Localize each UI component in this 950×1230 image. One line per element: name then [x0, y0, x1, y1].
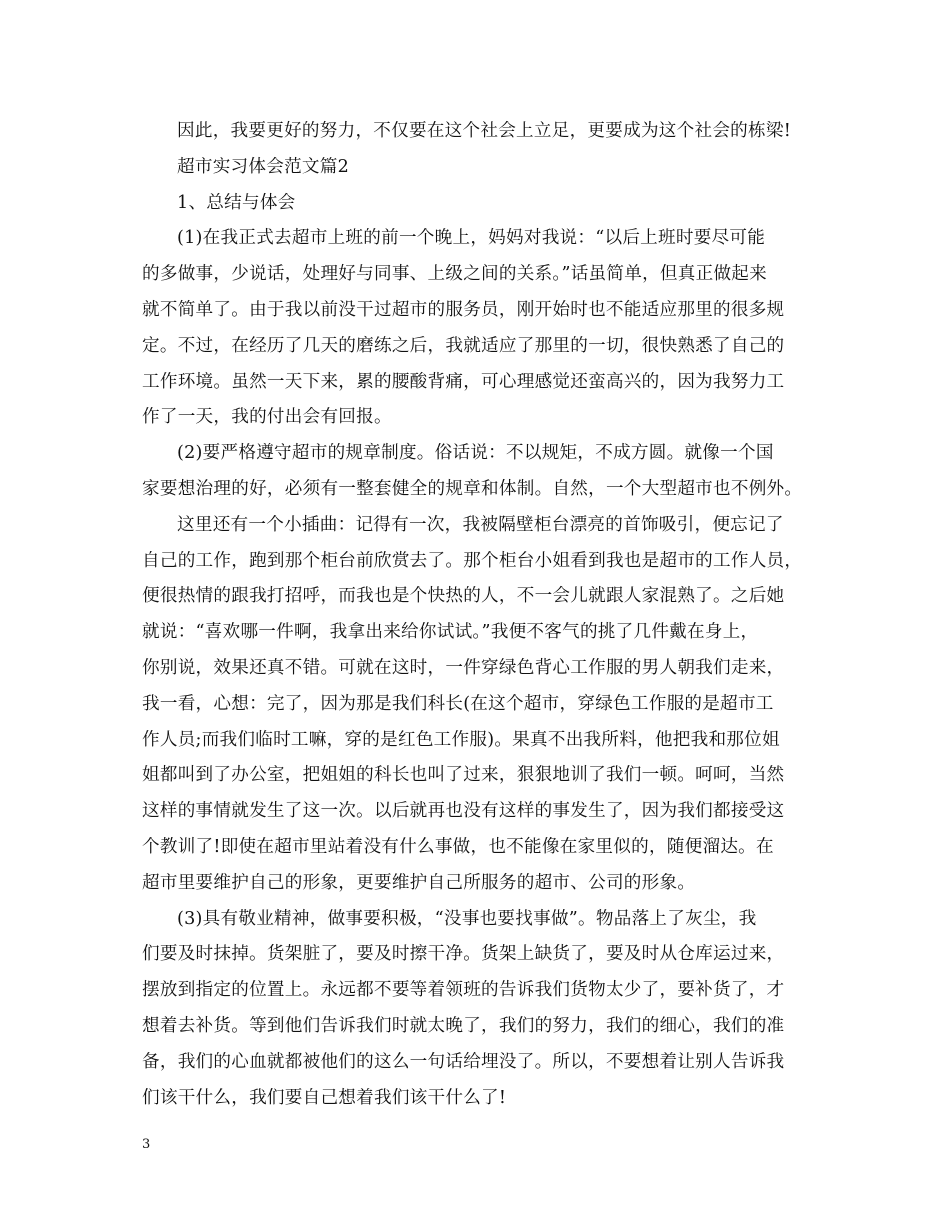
paragraph-line: 定。不过，在经历了几天的磨练之后，我就适应了那里的一切，很快熟悉了自己的 — [142, 335, 785, 356]
paragraph-line: 你别说，效果还真不错。可就在这时，一件穿绿色背心工作服的男人朝我们走来， — [142, 657, 785, 678]
paragraph-line: 这里还有一个小插曲：记得有一次，我被隔壁柜台漂亮的首饰吸引，便忘记了 — [177, 514, 784, 535]
paragraph-line: 作人员;而我们临时工嘛，穿的是红色工作服)。果真不出我所料，他把我和那位姐 — [142, 729, 780, 750]
paragraph-line: 想着去补货。等到他们告诉我们时就太晚了，我们的努力，我们的细心，我们的准 — [142, 1015, 785, 1036]
subsection-heading: 1、总结与体会 — [177, 192, 296, 213]
paragraph-line: (2)要严格遵守超市的规章制度。俗话说：不以规矩，不成方圆。就像一个国 — [177, 443, 774, 464]
paragraph-line: 便很热情的跟我打招呼，而我也是个快热的人，不一会儿就跟人家混熟了。之后她 — [142, 586, 785, 607]
paragraph-line: 们要及时抹掉。货架脏了，要及时擦干净。货架上缺货了，要及时从仓库运过来， — [142, 944, 785, 965]
paragraph-line: (1)在我正式去超市上班的前一个晚上，妈妈对我说：“以后上班时要尽可能 — [177, 228, 766, 249]
paragraph-line: (3)具有敬业精神，做事要积极，“没事也要找事做”。物品落上了灰尘，我 — [177, 908, 757, 929]
paragraph-line: 工作环境。虽然一天下来，累的腰酸背痛，可心理感觉还蛮高兴的，因为我努力工 — [142, 371, 785, 392]
paragraph-line: 们该干什么，我们要自己想着我们该干什么了! — [142, 1087, 507, 1108]
document-body — [142, 114, 822, 1116]
paragraph-line: 超市里要维护自己的形象，更要维护自己所服务的超市、公司的形象。 — [142, 872, 696, 893]
paragraph-line: 我一看，心想：完了，因为那是我们科长(在这个超市，穿绿色工作服的是超市工 — [142, 693, 774, 714]
paragraph-line: 家要想治理的好，必须有一整套健全的规章和体制。自然，一个大型超市也不例外。 — [142, 478, 803, 499]
paragraph-line: 作了一天，我的付出会有回报。 — [142, 407, 392, 428]
paragraph-line: 自己的工作，跑到那个柜台前欣赏去了。那个柜台小姐看到我也是超市的工作人员， — [142, 550, 803, 571]
paragraph-line: 就不简单了。由于我以前没干过超市的服务员，刚开始时也不能适应那里的很多规 — [142, 299, 785, 320]
paragraph-line: 姐都叫到了办公室，把姐姐的科长也叫了过来，狠狠地训了我们一顿。呵呵，当然 — [142, 765, 785, 786]
paragraph-line: 这样的事情就发生了这一次。以后就再也没有这样的事发生了，因为我们都接受这 — [142, 801, 785, 822]
paragraph-line: 的多做事，少说话，处理好与同事、上级之间的关系。”话虽简单，但真正做起来 — [142, 264, 767, 285]
paragraph-line: 摆放到指定的位置上。永远都不要等着领班的告诉我们货物太少了，要补货了，才 — [142, 980, 785, 1001]
paragraph-line: 备，我们的心血就都被他们的这么一句话给埋没了。所以，不要想着让别人告诉我 — [142, 1051, 785, 1072]
paragraph-line: 就说：“喜欢哪一件啊，我拿出来给你试试。”我便不客气的挑了几件戴在身上， — [142, 622, 759, 643]
paragraph-line: 个教训了!即使在超市里站着没有什么事做，也不能像在家里似的，随便溜达。在 — [142, 836, 774, 857]
page-number: 3 — [142, 1137, 151, 1152]
section-heading: 超市实习体会范文篇2 — [177, 156, 350, 177]
paragraph-line: 因此，我要更好的努力，不仅要在这个社会上立足，更要成为这个社会的栋梁! — [177, 121, 792, 141]
